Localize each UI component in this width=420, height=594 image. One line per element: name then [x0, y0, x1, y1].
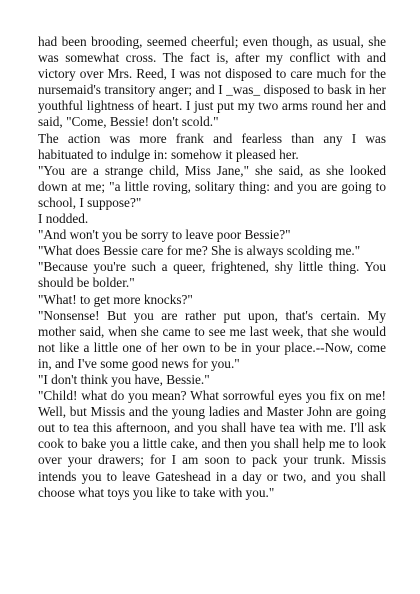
paragraph: "Because you're such a queer, frightened, shy little thing. You should be bolder."	[38, 259, 386, 291]
paragraph: "I don't think you have, Bessie."	[38, 371, 210, 387]
paragraph: "What! to get more knocks?"	[38, 291, 193, 307]
paragraph: "Nonsense! But you are rather put upon, that's certain. My mother said, when she came to see me last week, that she would not like a little one of her own to be in your place.--Now, come in, and I've some good news for you."	[38, 307, 386, 371]
paragraph: "And won't you be sorry to leave poor Bessie?"	[38, 227, 291, 243]
paragraph: "What does Bessie care for me? She is always scolding me."	[38, 243, 361, 259]
paragraph: "Child! what do you mean? What sorrowful eyes you fix on me! Well, but Missis and the young ladies and Master John are going out to tea this afternoon, and you shall have tea with me. I'll ask cook to bake you a little cake, and then you shall help me to look over your drawers; for I am soon to pack your trunk. Missis intends you to leave Gateshead in a day or two, and you shall choose what toys you like to take with you."	[38, 388, 386, 500]
paragraph: I nodded.	[38, 211, 89, 227]
paragraph: had been brooding, seemed cheerful; even though, as usual, she was somewhat cross. The fact is, after my conflict with and victory over Mrs. Reed, I was not disposed to care much for the nursemaid's transitory anger; and I _was_ disposed to bask in her youthful lightness of heart. I just put my two arms round her and said, "Come, Bessie! don't scold."	[38, 34, 386, 130]
paragraph: The action was more frank and fearless than any I was habituated to indulge in: somehow it pleased her.	[38, 130, 386, 162]
paragraph: "You are a strange child, Miss Jane," she said, as she looked down at me; "a little roving, solitary thing: and you are going to school, I suppose?"	[38, 162, 386, 210]
body-text	[38, 34, 386, 501]
